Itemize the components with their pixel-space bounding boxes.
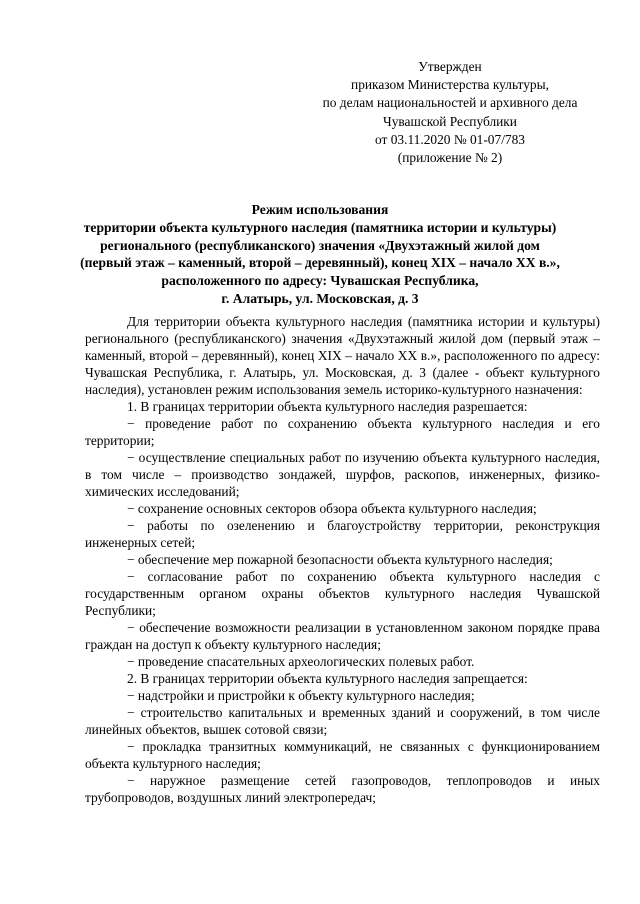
document-title (14, 201, 626, 308)
section-1-item: − сохранение основных секторов обзора объекта культурного наследия; (127, 501, 537, 516)
section-2-item: − наружное размещение сетей газопроводов, теплопроводов и иных трубопроводов, воздушных линий электропередач; (85, 773, 600, 805)
approval-line: по делам национальностей и архивного дела (322, 95, 578, 111)
section-2-item: − надстройки и пристройки к объекту культурного наследия; (127, 688, 475, 703)
section-1-item: − работы по озеленению и благоустройству территории, реконструкция инженерных сетей; (85, 518, 600, 550)
section-1-item: − проведение работ по сохранению объекта культурного наследия и его территории; (85, 416, 600, 448)
section-2-item: − строительство капитальных и временных зданий и сооружений, в том числе линейных объектов, вышек сотовой связи; (85, 705, 600, 737)
approval-line: от 03.11.2020 № 01-07/783 (375, 131, 525, 147)
title-line: (первый этаж – каменный, второй – деревянный), конец XIX – начало XX в.», (80, 255, 560, 271)
approval-line: (приложение № 2) (397, 150, 503, 166)
approval-line: Утвержден (418, 59, 482, 74)
title-line: г. Алатырь, ул. Московская, д. 3 (221, 290, 419, 306)
title-line: регионального (республиканского) значения «Двухэтажный жилой дом (100, 237, 540, 253)
section-1-heading: 1. В границах территории объекта культурного наследия разрешается: (127, 399, 528, 414)
title-line: расположенного по адресу: Чувашская Республика, (161, 273, 479, 289)
section-1-item: − проведение спасательных археологических полевых работ. (127, 654, 475, 669)
section-1-item: − осуществление специальных работ по изучению объекта культурного наследия, в том числе – производство зондажей, шурфов, раскопов, инженерных, физико-химических исследований; (85, 450, 600, 499)
document-body (85, 313, 600, 806)
approval-line: Чувашской Республики (383, 113, 517, 129)
intro-paragraph: Для территории объекта культурного наследия (памятника истории и культуры) регионального (республиканского) значения «Двухэтажный жилой дом (первый этаж – каменный, второй – деревянный), конец XIX – начало XX в.», расположенного по адресу: Чувашская Республика, г. Алатырь, ул. Московская, д. 3 (далее - объект культурного наследия), установлен режим использования земель историко-культурного назначения: (85, 314, 600, 397)
title-line: Режим использования (251, 202, 389, 217)
section-1-item: − обеспечение мер пожарной безопасности объекта культурного наследия; (127, 552, 553, 567)
approval-block (300, 58, 600, 167)
section-2-heading: 2. В границах территории объекта культурного наследия запрещается: (127, 671, 528, 686)
section-1-item: − обеспечение возможности реализации в установленном законом порядке права граждан на доступ к объекту культурного наследия; (85, 620, 600, 652)
section-1-item: − согласование работ по сохранению объекта культурного наследия с государственным органом охраны объектов культурного наследия Чувашской Республики; (85, 569, 600, 618)
title-line: территории объекта культурного наследия (памятника истории и культуры) (83, 219, 557, 235)
section-2-item: − прокладка транзитных коммуникаций, не связанных с функционированием объекта культурного наследия; (85, 739, 600, 771)
approval-line: приказом Министерства культуры, (351, 77, 549, 93)
